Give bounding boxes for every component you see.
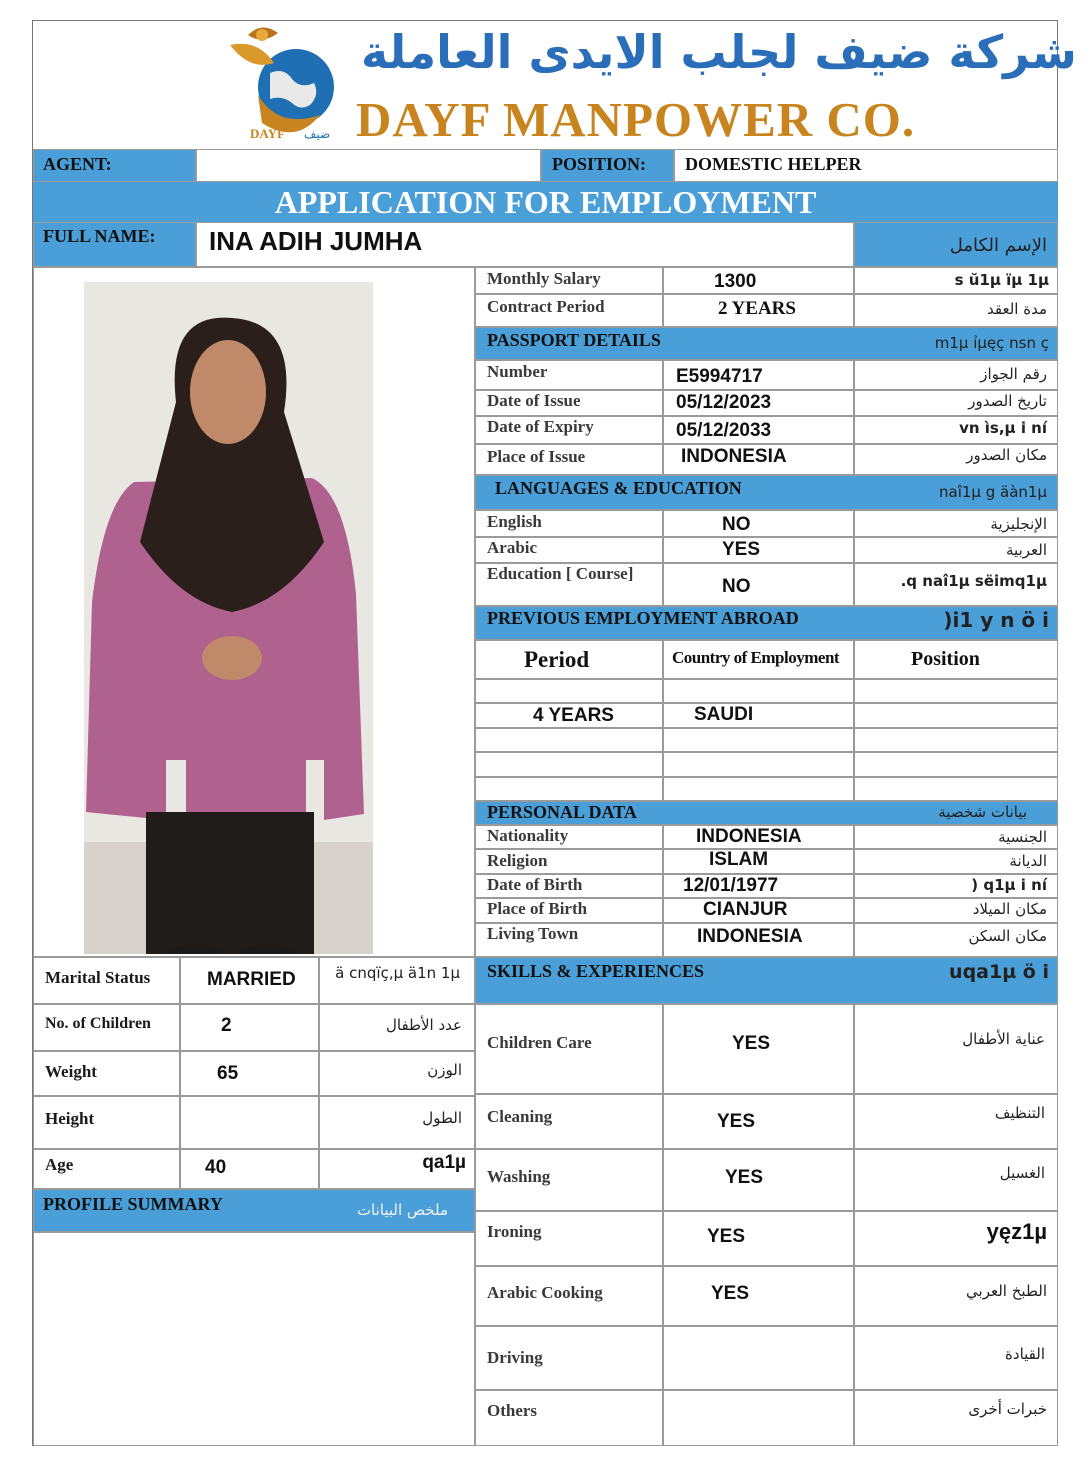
info-row-label: Age <box>45 1155 74 1174</box>
passport-expiry-date-arabic-cell <box>854 416 1058 444</box>
table-row-period <box>475 679 663 703</box>
ironing-field[interactable] <box>663 1211 854 1266</box>
others-arabic-cell <box>854 1390 1058 1446</box>
personal-row-value: 12/01/1977 <box>683 875 779 896</box>
table-row-period <box>475 703 663 728</box>
previous-employment-title-arabic: )i1 y n ö i <box>943 608 1049 632</box>
contract-period-value: 2 YEARS <box>718 298 796 319</box>
table-row-position <box>854 703 1058 728</box>
table-row-position <box>854 777 1058 801</box>
passport-row-label: Date of Expiry <box>487 417 594 436</box>
personal-row-label: Religion <box>487 851 548 870</box>
profile-summary-header <box>33 1189 475 1232</box>
salary-field[interactable] <box>663 267 854 294</box>
skill-row-value: YES <box>732 1033 771 1054</box>
nationality-label-cell <box>475 825 663 849</box>
skill-row-value: YES <box>707 1226 746 1247</box>
contract-period-arabic: مدة العقد <box>987 300 1047 318</box>
passport-row-value: 05/12/2023 <box>676 392 772 413</box>
age-field[interactable] <box>180 1149 319 1189</box>
children-count-field[interactable] <box>180 1004 319 1051</box>
arabic-cooking-field[interactable] <box>663 1266 854 1326</box>
language-row-label: Education [ Course] <box>487 564 634 583</box>
cleaning-label-cell <box>475 1094 663 1149</box>
birth-date-arabic-cell <box>854 874 1058 898</box>
agent-field[interactable] <box>196 149 541 182</box>
arabic-cooking-arabic-cell <box>854 1266 1058 1326</box>
birth-date-field[interactable] <box>663 874 854 898</box>
row-period: 4 YEARS <box>533 705 614 726</box>
col-period-header <box>475 640 663 679</box>
passport-expiry-date-label-cell <box>475 416 663 444</box>
skills-title: SKILLS & EXPERIENCES <box>487 961 705 981</box>
full-name-field[interactable] <box>196 222 854 267</box>
passport-place-label-cell <box>475 444 663 475</box>
personal-data-title-arabic: بيانات شخصية <box>938 803 1027 821</box>
passport-row-arabic: رقم الجواز <box>980 365 1047 383</box>
children-count-label-cell <box>33 1004 180 1051</box>
personal-row-value: INDONESIA <box>696 826 802 847</box>
birth-place-label-cell <box>475 898 663 923</box>
col-country-label: Country of Employment <box>672 648 840 667</box>
passport-place-arabic-cell <box>854 444 1058 475</box>
info-row-label: Weight <box>45 1062 97 1081</box>
salary-arabic: s ŭ1µ ïµ 1µ <box>954 271 1049 289</box>
skill-row-arabic: الغسيل <box>999 1164 1045 1182</box>
skill-row-label: Washing <box>487 1167 551 1186</box>
profile-summary-title: PROFILE SUMMARY <box>43 1194 223 1214</box>
age-arabic-cell <box>319 1149 475 1189</box>
birth-date-label-cell <box>475 874 663 898</box>
company-name-english: DAYF MANPOWER CO. <box>356 92 916 147</box>
personal-row-value: INDONESIA <box>697 926 803 947</box>
info-row-label: Height <box>45 1109 95 1128</box>
children-care-label-cell <box>475 1004 663 1094</box>
passport-expiry-date-field[interactable] <box>663 416 854 444</box>
previous-employment-title: PREVIOUS EMPLOYMENT ABROAD <box>487 608 799 628</box>
passport-row-label: Date of Issue <box>487 391 581 410</box>
skill-row-label: Others <box>487 1401 538 1420</box>
personal-data-section-header <box>475 801 1058 825</box>
education-label-cell <box>475 563 663 606</box>
nationality-field[interactable] <box>663 825 854 849</box>
contract-period-label: Contract Period <box>487 297 605 316</box>
table-row-period <box>475 752 663 777</box>
skill-row-label: Arabic Cooking <box>487 1283 603 1302</box>
position-label-cell <box>541 149 674 182</box>
full-name-label: FULL NAME: <box>43 226 156 246</box>
driving-arabic-cell <box>854 1326 1058 1390</box>
marital-status-label-cell <box>33 957 180 1004</box>
info-row-arabic: عدد الأطفال <box>386 1016 462 1034</box>
passport-section-header <box>475 327 1058 360</box>
company-name-arabic: شركة ضيف لجلب الايدى العاملة <box>361 25 1077 79</box>
info-row-arabic: qa1µ <box>422 1152 466 1173</box>
personal-row-arabic: الديانة <box>1009 852 1047 870</box>
living-town-field[interactable] <box>663 923 854 957</box>
company-logo <box>218 25 343 143</box>
arabic-label-cell <box>475 537 663 563</box>
table-row-position <box>854 679 1058 703</box>
info-row-label: No. of Children <box>45 1015 151 1032</box>
table-row-position <box>854 728 1058 752</box>
company-header <box>33 21 1077 149</box>
table-row-country <box>663 679 854 703</box>
info-row-arabic: الوزن <box>427 1061 462 1079</box>
info-row-label: Marital Status <box>45 968 151 987</box>
skill-row-label: Cleaning <box>487 1107 553 1126</box>
skill-row-label: Children Care <box>487 1033 592 1052</box>
agent-label-cell <box>33 149 196 182</box>
cleaning-arabic-cell <box>854 1094 1058 1149</box>
col-position-header <box>854 640 1058 679</box>
cleaning-field[interactable] <box>663 1094 854 1149</box>
passport-number-arabic-cell <box>854 360 1058 390</box>
birth-place-arabic-cell <box>854 898 1058 923</box>
agent-label: AGENT: <box>43 154 112 174</box>
passport-place-field[interactable] <box>663 444 854 475</box>
living-town-label-cell <box>475 923 663 957</box>
children-care-field[interactable] <box>663 1004 854 1094</box>
skill-row-arabic: الطبخ العربي <box>966 1282 1047 1300</box>
passport-row-arabic: مكان الصدور <box>966 446 1047 464</box>
skill-row-arabic: yęz1µ <box>986 1219 1047 1244</box>
passport-number-label-cell <box>475 360 663 390</box>
height-arabic-cell <box>319 1096 475 1149</box>
religion-arabic-cell <box>854 849 1058 874</box>
personal-row-label: Nationality <box>487 826 569 845</box>
passport-row-arabic: تاريخ الصدور <box>968 392 1047 410</box>
passport-issue-date-label-cell <box>475 390 663 416</box>
info-row-value: MARRIED <box>207 969 296 990</box>
arabic-field[interactable] <box>663 537 854 563</box>
applicant-photo <box>84 282 373 954</box>
row-country: SAUDI <box>694 704 754 725</box>
contract-period-arabic-cell <box>854 294 1058 327</box>
language-row-value: NO <box>722 514 751 535</box>
contract-period-label-cell <box>475 294 663 327</box>
passport-title: PASSPORT DETAILS <box>487 330 661 350</box>
skill-row-arabic: القيادة <box>1005 1345 1045 1363</box>
info-row-arabic: ä cnqïç,µ ä1n 1µ <box>335 964 460 982</box>
position-field[interactable] <box>674 149 1058 182</box>
table-row-period <box>475 728 663 752</box>
skill-row-label: Ironing <box>487 1222 542 1241</box>
info-row-value: 40 <box>205 1157 227 1178</box>
skill-row-arabic: التنظيف <box>994 1104 1045 1122</box>
personal-row-label: Living Town <box>487 924 579 943</box>
skill-row-arabic: خبرات أخرى <box>968 1400 1047 1418</box>
living-town-arabic-cell <box>854 923 1058 957</box>
table-row-country <box>663 777 854 801</box>
skill-row-value: YES <box>717 1111 756 1132</box>
washing-label-cell <box>475 1149 663 1211</box>
passport-title-arabic: m1µ ỉµęç nsn ç <box>934 334 1049 352</box>
others-field[interactable] <box>663 1390 854 1446</box>
marital-status-field[interactable] <box>180 957 319 1004</box>
ironing-label-cell <box>475 1211 663 1266</box>
logo-text-ar: ضيف <box>304 127 331 141</box>
weight-arabic-cell <box>319 1051 475 1096</box>
driving-label-cell <box>475 1326 663 1390</box>
height-field[interactable] <box>180 1096 319 1149</box>
info-row-value: 2 <box>221 1015 232 1036</box>
profile-summary-area[interactable] <box>33 1232 475 1446</box>
language-row-value: YES <box>722 539 761 560</box>
contract-period-field[interactable] <box>663 294 854 327</box>
education-arabic-cell <box>854 563 1058 606</box>
passport-row-value: E5994717 <box>676 366 763 387</box>
personal-data-title: PERSONAL DATA <box>487 802 637 822</box>
education-field[interactable] <box>663 563 854 606</box>
table-row-position <box>854 752 1058 777</box>
salary-arabic-cell <box>854 267 1058 294</box>
passport-row-value: 05/12/2033 <box>676 420 772 441</box>
logo-text-en: DAYF <box>250 126 285 141</box>
col-position-label: Position <box>911 648 980 670</box>
children-care-arabic-cell <box>854 1004 1058 1094</box>
full-name-label-cell <box>33 222 196 267</box>
form-title: APPLICATION FOR EMPLOYMENT <box>274 184 817 220</box>
languages-title-arabic: naî1µ g äàn1µ <box>939 483 1047 501</box>
col-period-label: Period <box>524 647 590 672</box>
full-name-arabic-cell <box>854 222 1058 267</box>
skill-row-arabic: عناية الأطفال <box>962 1030 1045 1048</box>
languages-section-header <box>475 475 1058 510</box>
ironing-arabic-cell <box>854 1211 1058 1266</box>
col-country-header <box>663 640 854 679</box>
personal-row-arabic: الجنسية <box>998 828 1047 846</box>
driving-field[interactable] <box>663 1326 854 1390</box>
form-title-banner <box>33 182 1058 222</box>
religion-field[interactable] <box>663 849 854 874</box>
english-field[interactable] <box>663 510 854 537</box>
religion-label-cell <box>475 849 663 874</box>
marital-status-arabic-cell <box>319 957 475 1004</box>
passport-issue-date-arabic-cell <box>854 390 1058 416</box>
arabic-arabic-cell <box>854 537 1058 563</box>
salary-value: 1300 <box>714 271 757 292</box>
birth-place-field[interactable] <box>663 898 854 923</box>
washing-field[interactable] <box>663 1149 854 1211</box>
weight-field[interactable] <box>180 1051 319 1096</box>
skills-title-arabic: uqa1µ ö i <box>949 961 1049 983</box>
washing-arabic-cell <box>854 1149 1058 1211</box>
personal-row-arabic: مكان الميلاد <box>972 900 1047 918</box>
table-row-country <box>663 752 854 777</box>
english-label-cell <box>475 510 663 537</box>
language-row-label: English <box>487 512 542 531</box>
children-count-arabic-cell <box>319 1004 475 1051</box>
table-row-period <box>475 777 663 801</box>
previous-employment-section-header <box>475 606 1058 640</box>
passport-number-field[interactable] <box>663 360 854 390</box>
skill-row-value: YES <box>711 1283 750 1304</box>
table-row-country <box>663 703 854 728</box>
skills-section-header <box>475 957 1058 1004</box>
language-row-arabic: العربية <box>1006 541 1047 559</box>
languages-title: LANGUAGES & EDUCATION <box>495 478 742 498</box>
position-value: DOMESTIC HELPER <box>685 154 862 174</box>
height-label-cell <box>33 1096 180 1149</box>
arabic-cooking-label-cell <box>475 1266 663 1326</box>
passport-row-arabic: vn ìs,µ i ní <box>959 419 1047 437</box>
personal-row-value: CIANJUR <box>703 899 788 920</box>
personal-row-label: Place of Birth <box>487 899 588 918</box>
position-label: POSITION: <box>552 154 647 174</box>
personal-row-arabic: مكان السكن <box>968 927 1047 945</box>
passport-row-label: Number <box>487 362 548 381</box>
age-label-cell <box>33 1149 180 1189</box>
salary-label: Monthly Salary <box>487 269 601 288</box>
full-name-arabic: الإسم الكامل <box>949 235 1047 256</box>
language-row-arabic: الإنجليزية <box>990 515 1047 533</box>
passport-issue-date-field[interactable] <box>663 390 854 416</box>
others-label-cell <box>475 1390 663 1446</box>
info-row-arabic: الطول <box>422 1109 462 1127</box>
english-arabic-cell <box>854 510 1058 537</box>
skill-row-value: YES <box>725 1167 764 1188</box>
passport-row-value: INDONESIA <box>681 446 787 467</box>
full-name-value: INA ADIH JUMHA <box>209 226 423 256</box>
language-row-value: NO <box>722 576 751 597</box>
weight-label-cell <box>33 1051 180 1096</box>
passport-row-label: Place of Issue <box>487 447 586 466</box>
personal-row-label: Date of Birth <box>487 875 583 894</box>
personal-row-arabic: ) q1µ i ní <box>971 876 1047 894</box>
nationality-arabic-cell <box>854 825 1058 849</box>
info-row-value: 65 <box>217 1063 239 1084</box>
profile-summary-title-arabic: ملخص البيانات <box>356 1201 448 1219</box>
language-row-arabic: .q naî1µ sëimq1µ <box>900 572 1047 590</box>
skill-row-label: Driving <box>487 1348 543 1367</box>
table-row-country <box>663 728 854 752</box>
language-row-label: Arabic <box>487 538 538 557</box>
salary-label-cell <box>475 267 663 294</box>
personal-row-value: ISLAM <box>709 849 769 870</box>
